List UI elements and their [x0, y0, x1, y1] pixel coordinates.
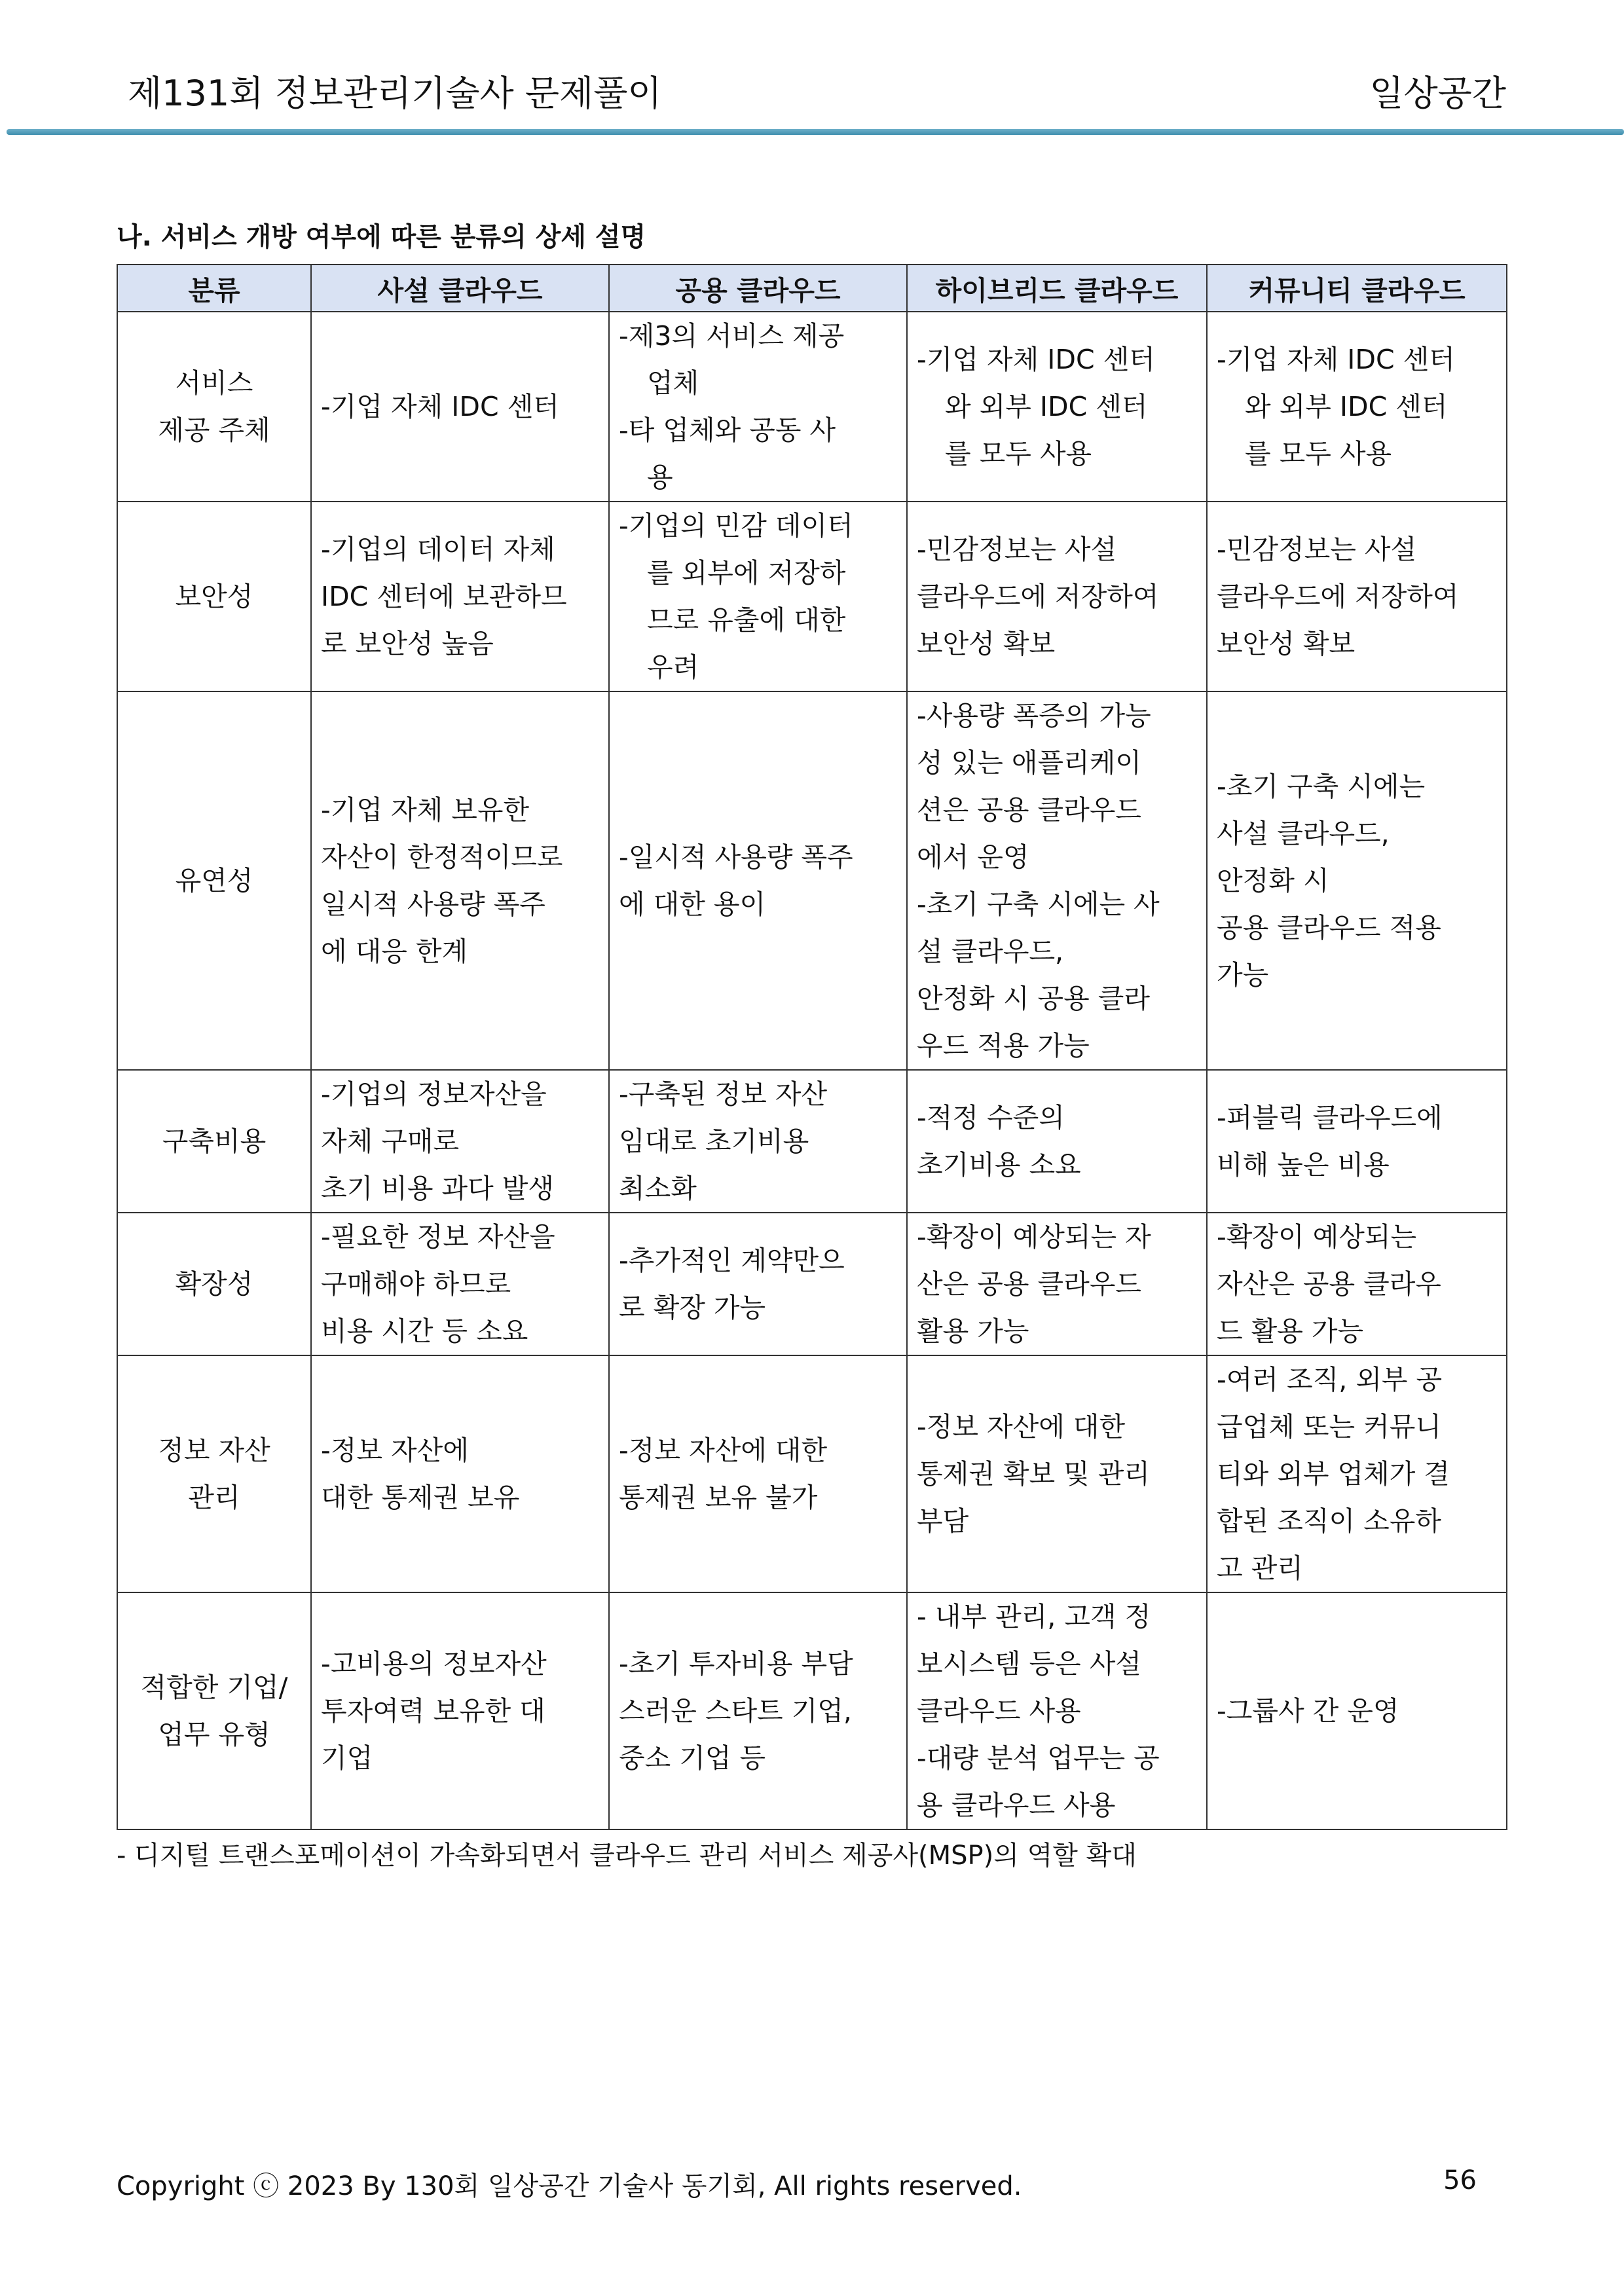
cell-build-cost-hybrid: [907, 1070, 1207, 1213]
row-label-build-cost: [117, 1070, 311, 1213]
cell-line: -정보 자산에: [321, 1435, 469, 1466]
cloud-comparison-table: [117, 264, 1507, 1830]
cell-line: 최소화: [619, 1173, 697, 1204]
cell-service-provider-community: [1207, 312, 1507, 502]
cell-line: 자산은 공용 클라우: [1217, 1268, 1441, 1300]
cell-line: 보안성 확보: [917, 628, 1056, 659]
cell-line: 비해 높은 비용: [1217, 1149, 1390, 1181]
row-label-line: 서비스: [175, 367, 253, 399]
row-label-suitable-type: [117, 1592, 311, 1829]
cell-line: -초기 구축 시에는: [1217, 771, 1426, 802]
row-label-service-provider: [117, 312, 311, 502]
cell-line: -기업 자체 IDC 센터: [917, 344, 1155, 375]
table-row: [117, 1070, 1507, 1213]
cell-line: 대한 통제권 보유: [321, 1482, 520, 1513]
cell-build-cost-public: [609, 1070, 907, 1213]
cell-asset-management-private: [311, 1355, 609, 1592]
cell-line: -정보 자산에 대한: [917, 1411, 1126, 1442]
cell-line: 고 관리: [1217, 1552, 1303, 1584]
cell-line: 통제권 보유 불가: [619, 1482, 818, 1513]
header-public-cloud: 공용 클라우드: [609, 265, 907, 312]
cell-line: 에서 운영: [917, 841, 1029, 873]
cell-line: 드 활용 가능: [1217, 1315, 1364, 1347]
row-label-line: 보안성: [175, 581, 253, 612]
cell-line: 성 있는 애플리케이: [917, 747, 1141, 779]
cell-line: 초기 비용 과다 발생: [321, 1173, 554, 1204]
cell-line: -기업의 정보자산을: [321, 1078, 547, 1110]
cell-line: 안정화 시: [1217, 865, 1329, 896]
header-category: 분류: [117, 265, 311, 312]
cell-line: 에 대응 한계: [321, 936, 468, 967]
cell-line: 산은 공용 클라우드: [917, 1268, 1141, 1300]
cell-line: -사용량 폭증의 가능: [917, 700, 1151, 731]
cell-line: 임대로 초기비용: [619, 1126, 809, 1157]
cell-security-hybrid: [907, 502, 1207, 691]
cell-line: 가능: [1217, 959, 1269, 991]
cell-flexibility-hybrid: [907, 691, 1207, 1070]
cell-line: 일시적 사용량 폭주: [321, 889, 545, 920]
cell-line: -기업 자체 IDC 센터: [1217, 344, 1455, 375]
cell-flexibility-public: [609, 691, 907, 1070]
cell-service-provider-hybrid: [907, 312, 1207, 502]
page-number: 56: [1443, 2165, 1477, 2195]
cell-line: -대량 분석 업무는 공: [917, 1742, 1160, 1774]
table-row: [117, 502, 1507, 691]
cell-suitable-type-private: [311, 1592, 609, 1829]
cell-line: 와 외부 IDC 센터: [945, 391, 1148, 422]
row-label-line: 제공 주체: [158, 414, 270, 446]
cell-line: 션은 공용 클라우드: [917, 794, 1141, 826]
cell-line: -적정 수준의: [917, 1102, 1065, 1133]
cell-line: 초기비용 소요: [917, 1149, 1081, 1181]
cell-line: 안정화 시 공용 클라: [917, 983, 1150, 1014]
cell-line: -초기 투자비용 부담: [619, 1648, 853, 1680]
footnote: - 디지털 트랜스포메이션이 가속화되면서 클라우드 관리 서비스 제공사(MSP)의 역할 확대: [117, 1841, 1137, 1871]
document-title: 제131회 정보관리기술사 문제풀이: [128, 73, 662, 114]
cell-security-community: [1207, 502, 1507, 691]
section-title: 나. 서비스 개방 여부에 따른 분류의 상세 설명: [117, 222, 646, 252]
cell-line: 설 클라우드,: [917, 936, 1064, 967]
cell-asset-management-community: [1207, 1355, 1507, 1592]
cell-line: -민감정보는 사설: [1217, 534, 1417, 565]
cell-service-provider-public: [609, 312, 907, 502]
cell-scalability-public: [609, 1213, 907, 1355]
cell-line: 투자여력 보유한 대: [321, 1695, 545, 1727]
cell-line: -여러 조직, 외부 공: [1217, 1364, 1443, 1395]
cell-line: -기업 자체 보유한: [321, 794, 530, 826]
cell-line: 용: [647, 462, 673, 493]
cell-line: 공용 클라우드 적용: [1217, 912, 1441, 944]
cell-line: -추가적인 계약만으: [619, 1245, 845, 1276]
cell-line: -필요한 정보 자산을: [321, 1221, 555, 1253]
cell-security-private: [311, 502, 609, 691]
cell-line: 통제권 확보 및 관리: [917, 1458, 1150, 1490]
header-hybrid-cloud: 하이브리드 클라우드: [907, 265, 1207, 312]
cell-line: 클라우드에 저장하여: [917, 581, 1159, 612]
cell-line: 부담: [917, 1505, 969, 1537]
header-divider: [7, 129, 1624, 135]
table-row: [117, 691, 1507, 1070]
cell-line: 급업체 또는 커뮤니: [1217, 1411, 1441, 1442]
cell-line: 합된 조직이 소유하: [1217, 1505, 1441, 1537]
cell-service-provider-private: [311, 312, 609, 502]
table-row: [117, 1213, 1507, 1355]
row-label-line: 유연성: [175, 865, 253, 896]
row-label-asset-management: [117, 1355, 311, 1592]
cell-scalability-private: [311, 1213, 609, 1355]
cell-line: 우드 적용 가능: [917, 1030, 1090, 1061]
cell-line: -그룹사 간 운영: [1217, 1695, 1399, 1727]
cell-line: -확장이 예상되는: [1217, 1221, 1417, 1253]
cell-line: 용 클라우드 사용: [917, 1790, 1116, 1821]
cell-line: 보시스템 등은 사설: [917, 1648, 1141, 1680]
cell-line: IDC 센터에 보관하므: [321, 581, 567, 612]
header-community-cloud: 커뮤니티 클라우드: [1207, 265, 1507, 312]
row-label-line: 적합한 기업/: [140, 1672, 288, 1703]
cell-line: 활용 가능: [917, 1315, 1029, 1347]
cell-line: 자산이 한정적이므로: [321, 841, 563, 873]
table-row: [117, 312, 1507, 502]
row-label-line: 업무 유형: [158, 1719, 270, 1750]
cell-line: -민감정보는 사설: [917, 534, 1117, 565]
cell-line: 사설 클라우드,: [1217, 818, 1390, 849]
cell-line: 비용 시간 등 소요: [321, 1315, 528, 1347]
header-private-cloud: 사설 클라우드: [311, 265, 609, 312]
cell-line: 에 대한 용이: [619, 889, 766, 920]
row-label-security: [117, 502, 311, 691]
cell-scalability-community: [1207, 1213, 1507, 1355]
cell-security-public: [609, 502, 907, 691]
table-row: [117, 1355, 1507, 1592]
table-header-row: [117, 265, 1507, 312]
cell-line: -기업 자체 IDC 센터: [321, 391, 559, 422]
cell-line: 자체 구매로: [321, 1126, 460, 1157]
cell-line: 보안성 확보: [1217, 628, 1356, 659]
brand-name: 일상공간: [1369, 73, 1506, 114]
table-row: [117, 1592, 1507, 1829]
cell-line: 를 모두 사용: [945, 438, 1092, 469]
cell-line: 티와 외부 업체가 결: [1217, 1458, 1450, 1490]
cell-build-cost-community: [1207, 1070, 1507, 1213]
row-label-scalability: [117, 1213, 311, 1355]
cell-line: -고비용의 정보자산: [321, 1648, 547, 1680]
cell-flexibility-community: [1207, 691, 1507, 1070]
cell-line: 므로 유출에 대한: [647, 604, 846, 636]
cell-line: -퍼블릭 클라우드에: [1217, 1102, 1443, 1133]
cell-line: 와 외부 IDC 센터: [1245, 391, 1448, 422]
cell-line: -일시적 사용량 폭주: [619, 841, 853, 873]
cell-suitable-type-hybrid: [907, 1592, 1207, 1829]
cell-line: 를 외부에 저장하: [647, 557, 846, 589]
cell-line: 우려: [647, 652, 699, 683]
cell-line: 로 확장 가능: [619, 1292, 766, 1323]
cell-line: -정보 자산에 대한: [619, 1435, 828, 1466]
cell-suitable-type-public: [609, 1592, 907, 1829]
cell-suitable-type-community: [1207, 1592, 1507, 1829]
cell-line: -초기 구축 시에는 사: [917, 889, 1160, 920]
row-label-line: 확장성: [175, 1268, 253, 1300]
cell-line: 클라우드 사용: [917, 1695, 1081, 1727]
cell-line: 로 보안성 높음: [321, 628, 494, 659]
cell-line: -구축된 정보 자산: [619, 1078, 828, 1110]
cell-build-cost-private: [311, 1070, 609, 1213]
cell-line: 클라우드에 저장하여: [1217, 581, 1459, 612]
cell-line: 구매해야 하므로: [321, 1268, 511, 1300]
cell-line: -확장이 예상되는 자: [917, 1221, 1151, 1253]
cell-line: 중소 기업 등: [619, 1742, 766, 1774]
cell-line: 를 모두 사용: [1245, 438, 1392, 469]
cell-asset-management-hybrid: [907, 1355, 1207, 1592]
cell-line: 기업: [321, 1742, 373, 1774]
cell-line: 업체: [647, 367, 699, 399]
row-label-flexibility: [117, 691, 311, 1070]
cell-line: -제3의 서비스 제공: [619, 320, 845, 352]
cell-asset-management-public: [609, 1355, 907, 1592]
cell-line: 스러운 스타트 기업,: [619, 1695, 852, 1727]
cell-line: -기업의 민감 데이터: [619, 510, 853, 542]
copyright-text: Copyright ⓒ 2023 By 130회 일상공간 기술사 동기회, All rights reserved.: [117, 2171, 1022, 2201]
row-label-line: 관리: [188, 1482, 240, 1513]
cell-line: -기업의 데이터 자체: [321, 534, 555, 565]
row-label-line: 정보 자산: [158, 1435, 270, 1466]
cell-line: -타 업체와 공동 사: [619, 414, 836, 446]
cell-flexibility-private: [311, 691, 609, 1070]
row-label-line: 구축비용: [162, 1126, 267, 1157]
cell-scalability-hybrid: [907, 1213, 1207, 1355]
cell-line: - 내부 관리, 고객 정: [917, 1601, 1151, 1632]
